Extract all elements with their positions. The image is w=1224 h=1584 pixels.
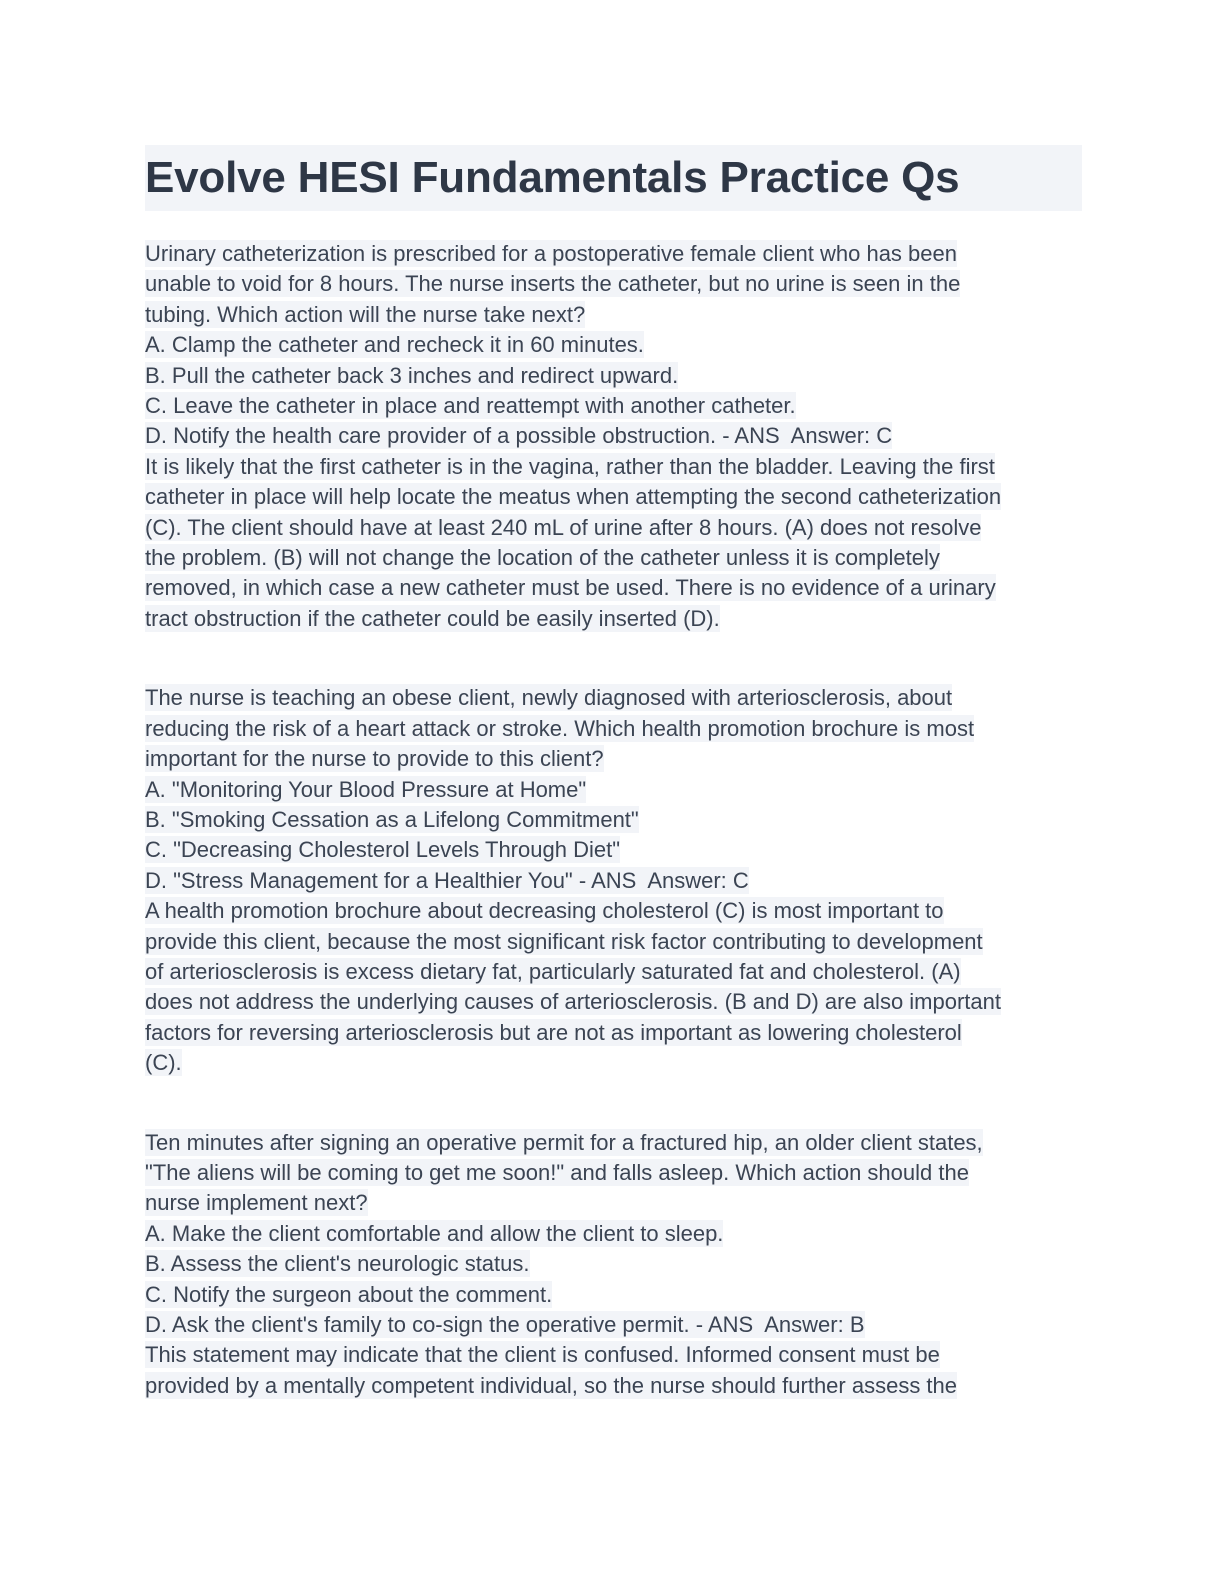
- text-line: factors for reversing arteriosclerosis but are not as important as lowering cholesterol: [145, 1019, 962, 1045]
- document-title: Evolve HESI Fundamentals Practice Qs: [145, 145, 1082, 211]
- text-line: Urinary catheterization is prescribed for a postoperative female client who has been: [145, 241, 957, 266]
- text-line: A. Make the client comfortable and allow the client to sleep.: [145, 1220, 724, 1246]
- text-line: D. Ask the client's family to co-sign the operative permit. - ANS Answer: B: [145, 1312, 865, 1337]
- text-line: unable to void for 8 hours. The nurse inserts the catheter, but no urine is seen in the: [145, 271, 961, 297]
- text-line: B. "Smoking Cessation as a Lifelong Commitment": [145, 806, 639, 832]
- text-line: tract obstruction if the catheter could be easily inserted (D).: [145, 605, 720, 631]
- text-line: of arteriosclerosis is excess dietary fat, particularly saturated fat and cholesterol. (A): [145, 958, 961, 984]
- text-line: This statement may indicate that the client is confused. Informed consent must be: [145, 1342, 940, 1368]
- question-block: [145, 239, 1125, 634]
- text-line: D. "Stress Management for a Healthier You" - ANS Answer: C: [145, 867, 749, 893]
- text-line: (C). The client should have at least 240 mL of urine after 8 hours. (A) does not resolve: [145, 514, 982, 540]
- text-line: C. Leave the catheter in place and reattempt with another catheter.: [145, 393, 796, 419]
- text-line: (C).: [145, 1050, 182, 1076]
- text-line: C. Notify the surgeon about the comment.: [145, 1281, 553, 1307]
- text-line: catheter in place will help locate the meatus when attempting the second catheterization: [145, 484, 1002, 510]
- text-line: The nurse is teaching an obese client, newly diagnosed with arteriosclerosis, about: [145, 685, 953, 711]
- text-line: nurse implement next?: [145, 1190, 368, 1216]
- text-line: tubing. Which action will the nurse take next?: [145, 301, 586, 327]
- text-line: It is likely that the first catheter is in the vagina, rather than the bladder. Leaving the first: [145, 453, 995, 479]
- text-line: removed, in which case a new catheter must be used. There is no evidence of a urinary: [145, 575, 996, 601]
- text-line: reducing the risk of a heart attack or stroke. Which health promotion brochure is most: [145, 715, 975, 741]
- text-line: A. Clamp the catheter and recheck it in 60 minutes.: [145, 332, 644, 358]
- text-line: B. Assess the client's neurologic status.: [145, 1251, 530, 1277]
- text-line: "The aliens will be coming to get me soon!" and falls asleep. Which action should the: [145, 1159, 969, 1185]
- document-body: [145, 239, 1125, 1401]
- text-line: provided by a mentally competent individual, so the nurse should further assess the: [145, 1372, 958, 1398]
- text-line: A. "Monitoring Your Blood Pressure at Home": [145, 776, 587, 802]
- text-line: B. Pull the catheter back 3 inches and redirect upward.: [145, 362, 679, 388]
- text-line: does not address the underlying causes of arteriosclerosis. (B and D) are also important: [145, 989, 1001, 1015]
- text-line: A health promotion brochure about decreasing cholesterol (C) is most important to: [145, 898, 944, 924]
- text-line: important for the nurse to provide to this client?: [145, 746, 604, 772]
- question-block: [145, 1128, 1125, 1402]
- text-line: C. "Decreasing Cholesterol Levels Through Diet": [145, 837, 620, 863]
- text-line: Ten minutes after signing an operative permit for a fractured hip, an older client states,: [145, 1129, 983, 1155]
- text-line: D. Notify the health care provider of a possible obstruction. - ANS Answer: C: [145, 423, 893, 449]
- text-line: provide this client, because the most significant risk factor contributing to development: [145, 928, 983, 954]
- text-line: the problem. (B) will not change the location of the catheter unless it is completely: [145, 545, 940, 571]
- question-block: [145, 683, 1125, 1078]
